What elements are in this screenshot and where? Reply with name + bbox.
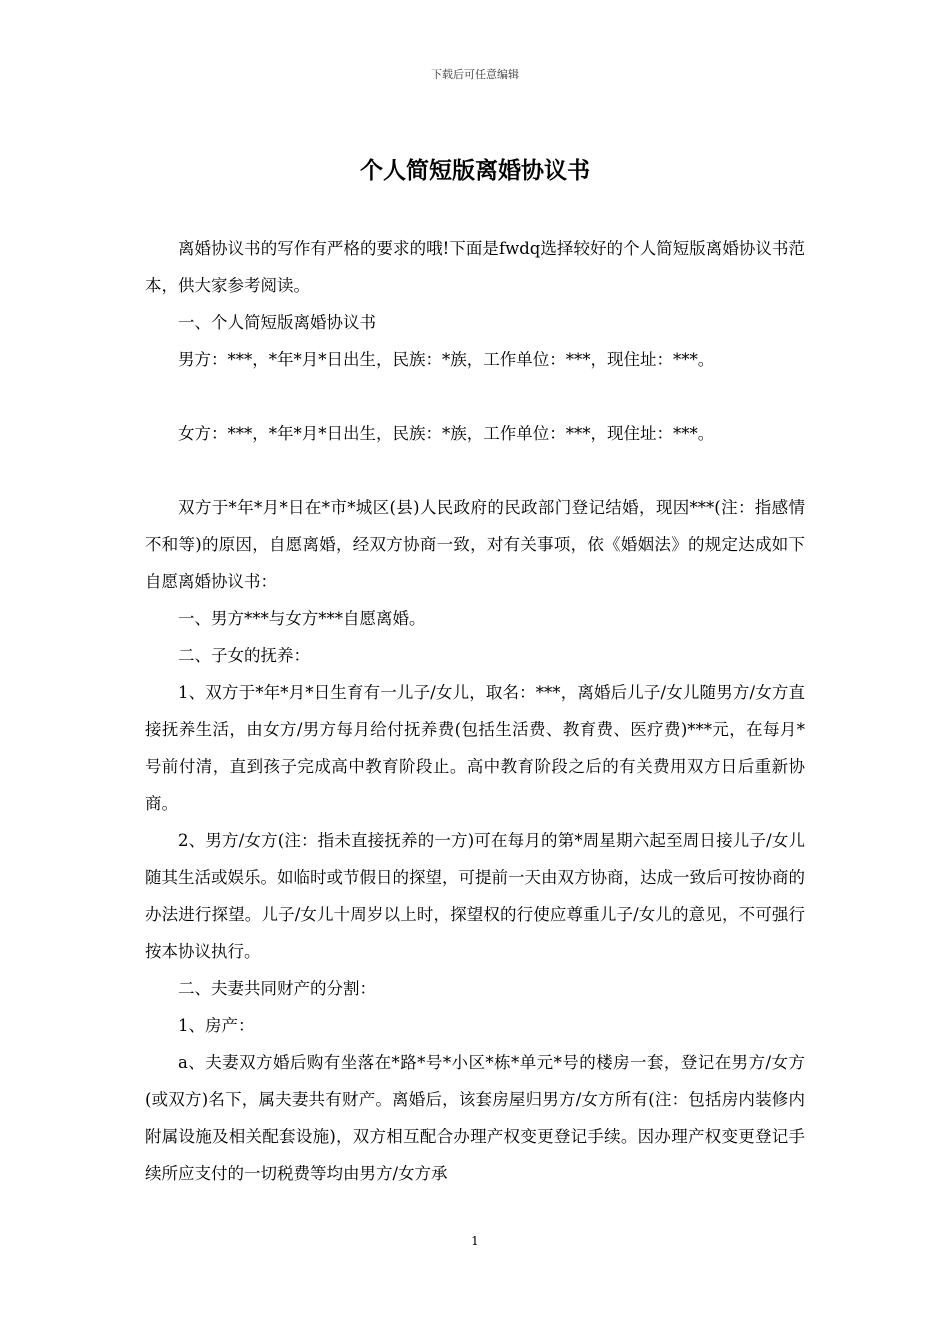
paragraph-clause-property: 二、夫妻共同财产的分割： (178, 979, 376, 998)
document-body (145, 230, 805, 1192)
paragraph-marriage-registration: 双方于*年*月*日在*市*城区(县)人民政府的民政部门登记结婚，现因***(注：指感情不和等)的原因，自愿离婚，经双方协商一致，对有关事项，依《婚姻法》的规定达成如下自愿离婚协议书： (145, 498, 805, 591)
paragraph-visitation: 2、男方/女方(注：指未直接抚养的一方)可在每月的第*周星期六起至周日接儿子/女儿随其生活或娱乐。如临时或节假日的探望，可提前一天由双方协商，达成一致后可按协商的办法进行探望。儿子/女儿十周岁以上时，探望权的行使应尊重儿子/女儿的意见，不可强行按本协议执行。 (145, 831, 805, 961)
document-title: 个人简短版离婚协议书 (360, 157, 590, 184)
paragraph-male-party: 男方：***，*年*月*日出生，民族：*族，工作单位：***，现住址：***。 (178, 350, 715, 369)
paragraph-clause-children: 二、子女的抚养： (178, 646, 310, 665)
header-note: 下载后可任意编辑 (431, 68, 519, 81)
paragraph-section-heading: 一、个人简短版离婚协议书 (178, 313, 376, 332)
paragraph-real-estate: 1、房产： (178, 1016, 255, 1035)
paragraph-female-party: 女方：***，*年*月*日出生，民族：*族，工作单位：***，现住址：***。 (178, 424, 715, 443)
paragraph-child-support: 1、双方于*年*月*日生育有一儿子/女儿，取名：***，离婚后儿子/女儿随男方/女方直接抚养生活，由女方/男方每月给付抚养费(包括生活费、教育费、医疗费)***元，在每月*号前付清，直到孩子完成高中教育阶段止。高中教育阶段之后的有关费用双方日后重新协商。 (145, 683, 805, 813)
paragraph-house-division: a、夫妻双方婚后购有坐落在*路*号*小区*栋*单元*号的楼房一套，登记在男方/女方(或双方)名下，属夫妻共有财产。离婚后，该套房屋归男方/女方所有(注：包括房内装修内附属设施及相关配套设施)，双方相互配合办理产权变更登记手续。因办理产权变更登记手续所应支付的一切税费等均由男方/女方承 (145, 1053, 805, 1183)
paragraph-intro: 离婚协议书的写作有严格的要求的哦!下面是fwdq选择较好的个人简短版离婚协议书范本，供大家参考阅读。 (145, 239, 805, 295)
page-number: 1 (471, 1234, 479, 1248)
paragraph-clause-divorce: 一、男方***与女方***自愿离婚。 (178, 609, 426, 628)
